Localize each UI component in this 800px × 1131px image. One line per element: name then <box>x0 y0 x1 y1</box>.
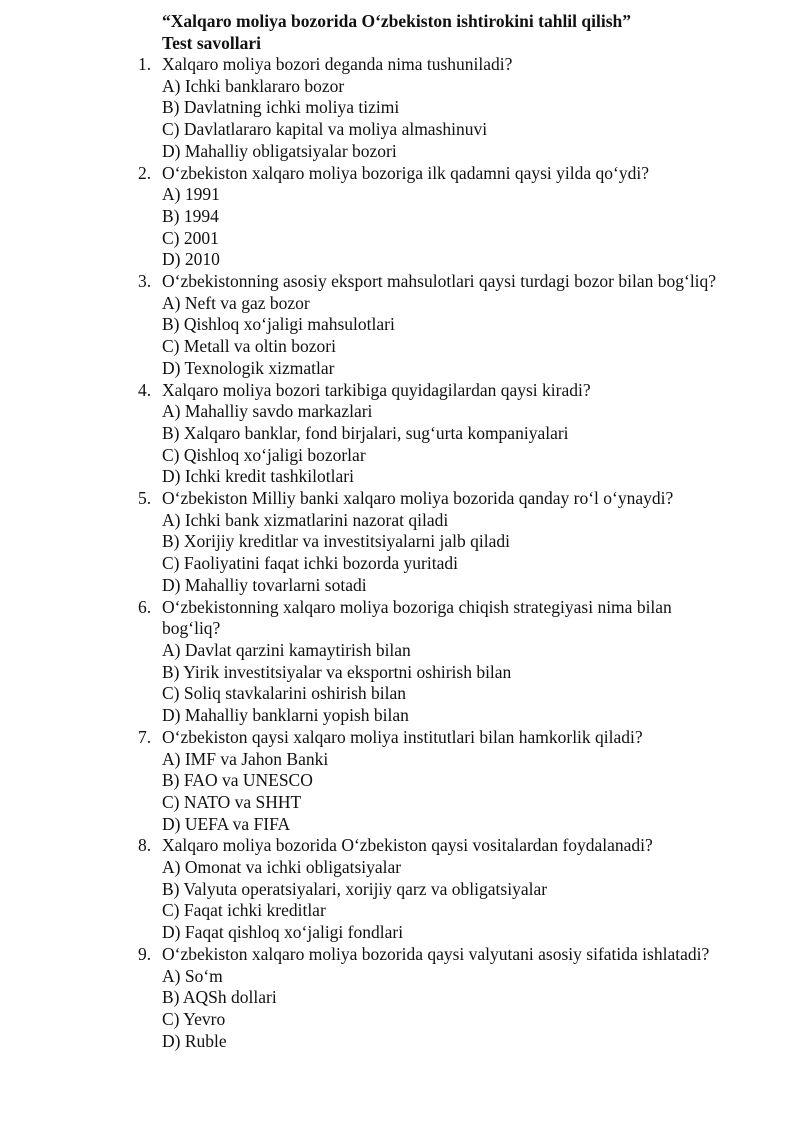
question-item <box>0 597 800 727</box>
document-subtitle: Test savollari <box>162 32 262 53</box>
answer-option-a: A) Ichki banklararo bozor <box>162 75 345 96</box>
answer-option-a: A) Ichki bank xizmatlarini nazorat qiladi <box>162 509 449 530</box>
answer-option-a: A) 1991 <box>162 184 220 205</box>
question-text: O‘zbekistonning xalqaro moliya bozoriga chiqish strategiyasi nima bilan bog‘liq? <box>162 596 672 639</box>
answer-option-c: C) 2001 <box>162 227 219 248</box>
answer-option-c: C) Qishloq xo‘jaligi bozorlar <box>162 444 366 465</box>
answer-option-a: A) Davlat qarzini kamaytirish bilan <box>162 639 411 660</box>
answer-option-c: C) Yevro <box>162 1008 226 1029</box>
answer-option-a: A) Neft va gaz bozor <box>162 292 310 313</box>
answer-option-c: C) Davlatlararo kapital va moliya almashinuvi <box>162 119 488 140</box>
answer-option-b: B) Valyuta operatsiyalari, xorijiy qarz va obligatsiyalar <box>162 878 548 899</box>
question-number: 7. <box>138 726 152 747</box>
answer-option-c: C) Soliq stavkalarini oshirish bilan <box>162 683 407 704</box>
answer-option-b: B) Xalqaro banklar, fond birjalari, sug‘urta kompaniyalari <box>162 422 569 443</box>
question-item <box>0 835 800 944</box>
answer-option-d: D) Faqat qishloq xo‘jaligi fondlari <box>162 922 404 943</box>
answer-option-b: B) FAO va UNESCO <box>162 770 313 791</box>
question-item <box>0 727 800 836</box>
question-item <box>0 163 800 272</box>
question-text: O‘zbekiston qaysi xalqaro moliya institutlari bilan hamkorlik qiladi? <box>162 726 643 747</box>
question-number: 3. <box>138 271 152 292</box>
answer-option-c: C) NATO va SHHT <box>162 791 302 812</box>
document-title: “Xalqaro moliya bozorida O‘zbekiston ishtirokini tahlil qilish” <box>162 11 632 31</box>
answer-option-a: A) Omonat va ichki obligatsiyalar <box>162 857 402 878</box>
answer-option-d: D) Ichki kredit tashkilotlari <box>162 466 354 487</box>
answer-option-c: C) Faqat ichki kreditlar <box>162 900 326 921</box>
question-text: Xalqaro moliya bozorida O‘zbekiston qaysi vositalardan foydalanadi? <box>162 835 653 856</box>
document-header <box>162 11 631 54</box>
question-number: 1. <box>138 54 152 74</box>
answer-option-d: D) 2010 <box>162 249 220 270</box>
answer-option-d: D) Texnologik xizmatlar <box>162 357 335 378</box>
question-number: 5. <box>138 488 152 509</box>
question-text: Xalqaro moliya bozori tarkibiga quyidagilardan qaysi kiradi? <box>162 379 591 400</box>
question-number: 6. <box>138 596 152 617</box>
question-text: O‘zbekiston xalqaro moliya bozoriga ilk qadamni qaysi yilda qo‘ydi? <box>162 162 649 183</box>
answer-option-d: D) UEFA va FIFA <box>162 813 291 834</box>
answer-option-b: B) Xorijiy kreditlar va investitsiyalarni jalb qiladi <box>162 531 510 552</box>
question-text: O‘zbekistonning asosiy eksport mahsulotlari qaysi turdagi bozor bilan bog‘liq? <box>162 271 717 292</box>
question-number: 9. <box>138 943 152 964</box>
answer-option-b: B) 1994 <box>162 205 219 226</box>
question-text: O‘zbekiston Milliy banki xalqaro moliya bozorida qanday ro‘l o‘ynaydi? <box>162 488 674 509</box>
answer-option-d: D) Mahalliy obligatsiyalar bozori <box>162 140 397 161</box>
answer-option-b: B) Qishloq xo‘jaligi mahsulotlari <box>162 314 395 335</box>
answer-option-d: D) Mahalliy banklarni yopish bilan <box>162 705 409 726</box>
question-number: 2. <box>138 162 152 183</box>
answer-option-c: C) Metall va oltin bozori <box>162 336 336 357</box>
answer-option-d: D) Mahalliy tovarlarni sotadi <box>162 574 367 595</box>
question-text: Xalqaro moliya bozori deganda nima tushuniladi? <box>162 54 513 74</box>
question-list <box>0 54 800 1052</box>
answer-option-c: C) Faoliyatini faqat ichki bozorda yuritadi <box>162 553 458 574</box>
question-item <box>0 944 800 1053</box>
answer-option-b: B) Yirik investitsiyalar va eksportni oshirish bilan <box>162 661 512 682</box>
question-number: 4. <box>138 379 152 400</box>
answer-option-d: D) Ruble <box>162 1030 227 1051</box>
answer-option-a: A) IMF va Jahon Banki <box>162 748 329 769</box>
question-text: O‘zbekiston xalqaro moliya bozorida qaysi valyutani asosiy sifatida ishlatadi? <box>162 943 710 964</box>
answer-option-b: B) Davlatning ichki moliya tizimi <box>162 97 400 118</box>
question-item <box>0 488 800 597</box>
question-item <box>0 380 800 489</box>
question-item <box>0 54 800 163</box>
answer-option-a: A) Mahalliy savdo markazlari <box>162 401 373 422</box>
answer-option-b: B) AQSh dollari <box>162 987 277 1008</box>
question-item <box>0 271 800 380</box>
answer-option-a: A) So‘m <box>162 965 223 986</box>
question-number: 8. <box>138 835 152 856</box>
